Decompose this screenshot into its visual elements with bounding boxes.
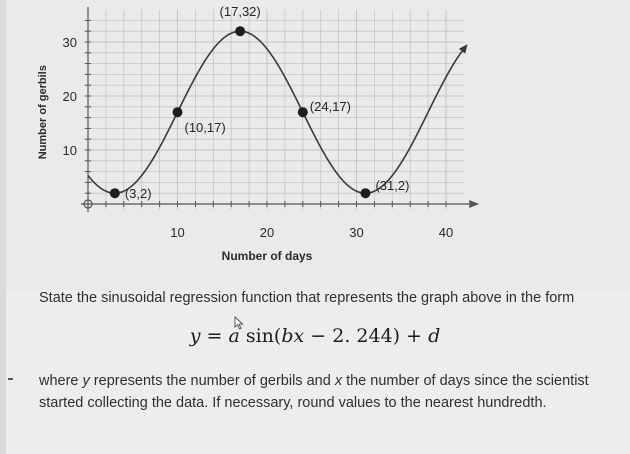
data-point	[298, 107, 308, 117]
axes	[81, 7, 479, 212]
y-tick-label: 30	[62, 35, 77, 50]
point-label: (10,17)	[184, 120, 226, 136]
point-label: (31,2)	[375, 178, 410, 194]
point-label: (24,17)	[309, 99, 352, 115]
desc-part-2: represents the number of gerbils and	[89, 373, 335, 389]
formula-y: y	[189, 325, 201, 347]
desc-x-var: x	[334, 373, 343, 389]
data-point	[173, 107, 183, 117]
formula-equals: =	[200, 325, 229, 347]
y-tick-label: 20	[62, 89, 77, 104]
formula-b: b	[281, 325, 294, 347]
desc-part-1: where	[39, 373, 83, 389]
sinusoid-graph	[6, 0, 630, 290]
y-axis-label: Number of gerbils	[37, 65, 49, 160]
question-block	[0, 280, 630, 454]
x-tick-label: 30	[349, 225, 364, 240]
x-tick-label: 10	[170, 225, 185, 240]
x-axis-label: Number of days	[221, 249, 313, 263]
formula-d: d	[428, 325, 441, 347]
y-tick-label: 10	[62, 143, 77, 158]
data-point	[360, 188, 370, 198]
formula-phase: − 2. 244) +	[304, 325, 429, 347]
desc-part-3: the number of days since the scientist started collecting the data. If necessary, round values to the nearest hundredth.	[39, 373, 589, 411]
formula-sin: sin(	[239, 325, 282, 347]
question-description	[39, 370, 609, 414]
formula-x: x	[293, 325, 305, 347]
x-tick-label: 20	[259, 225, 275, 240]
mouse-cursor-icon	[234, 316, 244, 330]
data-point	[235, 26, 245, 36]
point-label: (17,32)	[219, 4, 261, 20]
curve-arrow-icon	[459, 44, 468, 54]
formula-a: a	[228, 325, 240, 347]
graph-panel	[6, 0, 630, 290]
sinusoid-curve	[88, 31, 464, 193]
question-prompt: State the sinusoidal regression function that represents the graph above in the form	[39, 290, 575, 306]
point-label: (3,2)	[124, 186, 152, 202]
regression-formula	[0, 325, 630, 347]
data-point	[110, 188, 120, 198]
x-axis-arrow-icon	[469, 200, 479, 208]
desc-y-var: y	[82, 373, 90, 389]
labels-layer	[37, 4, 453, 263]
x-tick-label: 40	[438, 225, 454, 240]
